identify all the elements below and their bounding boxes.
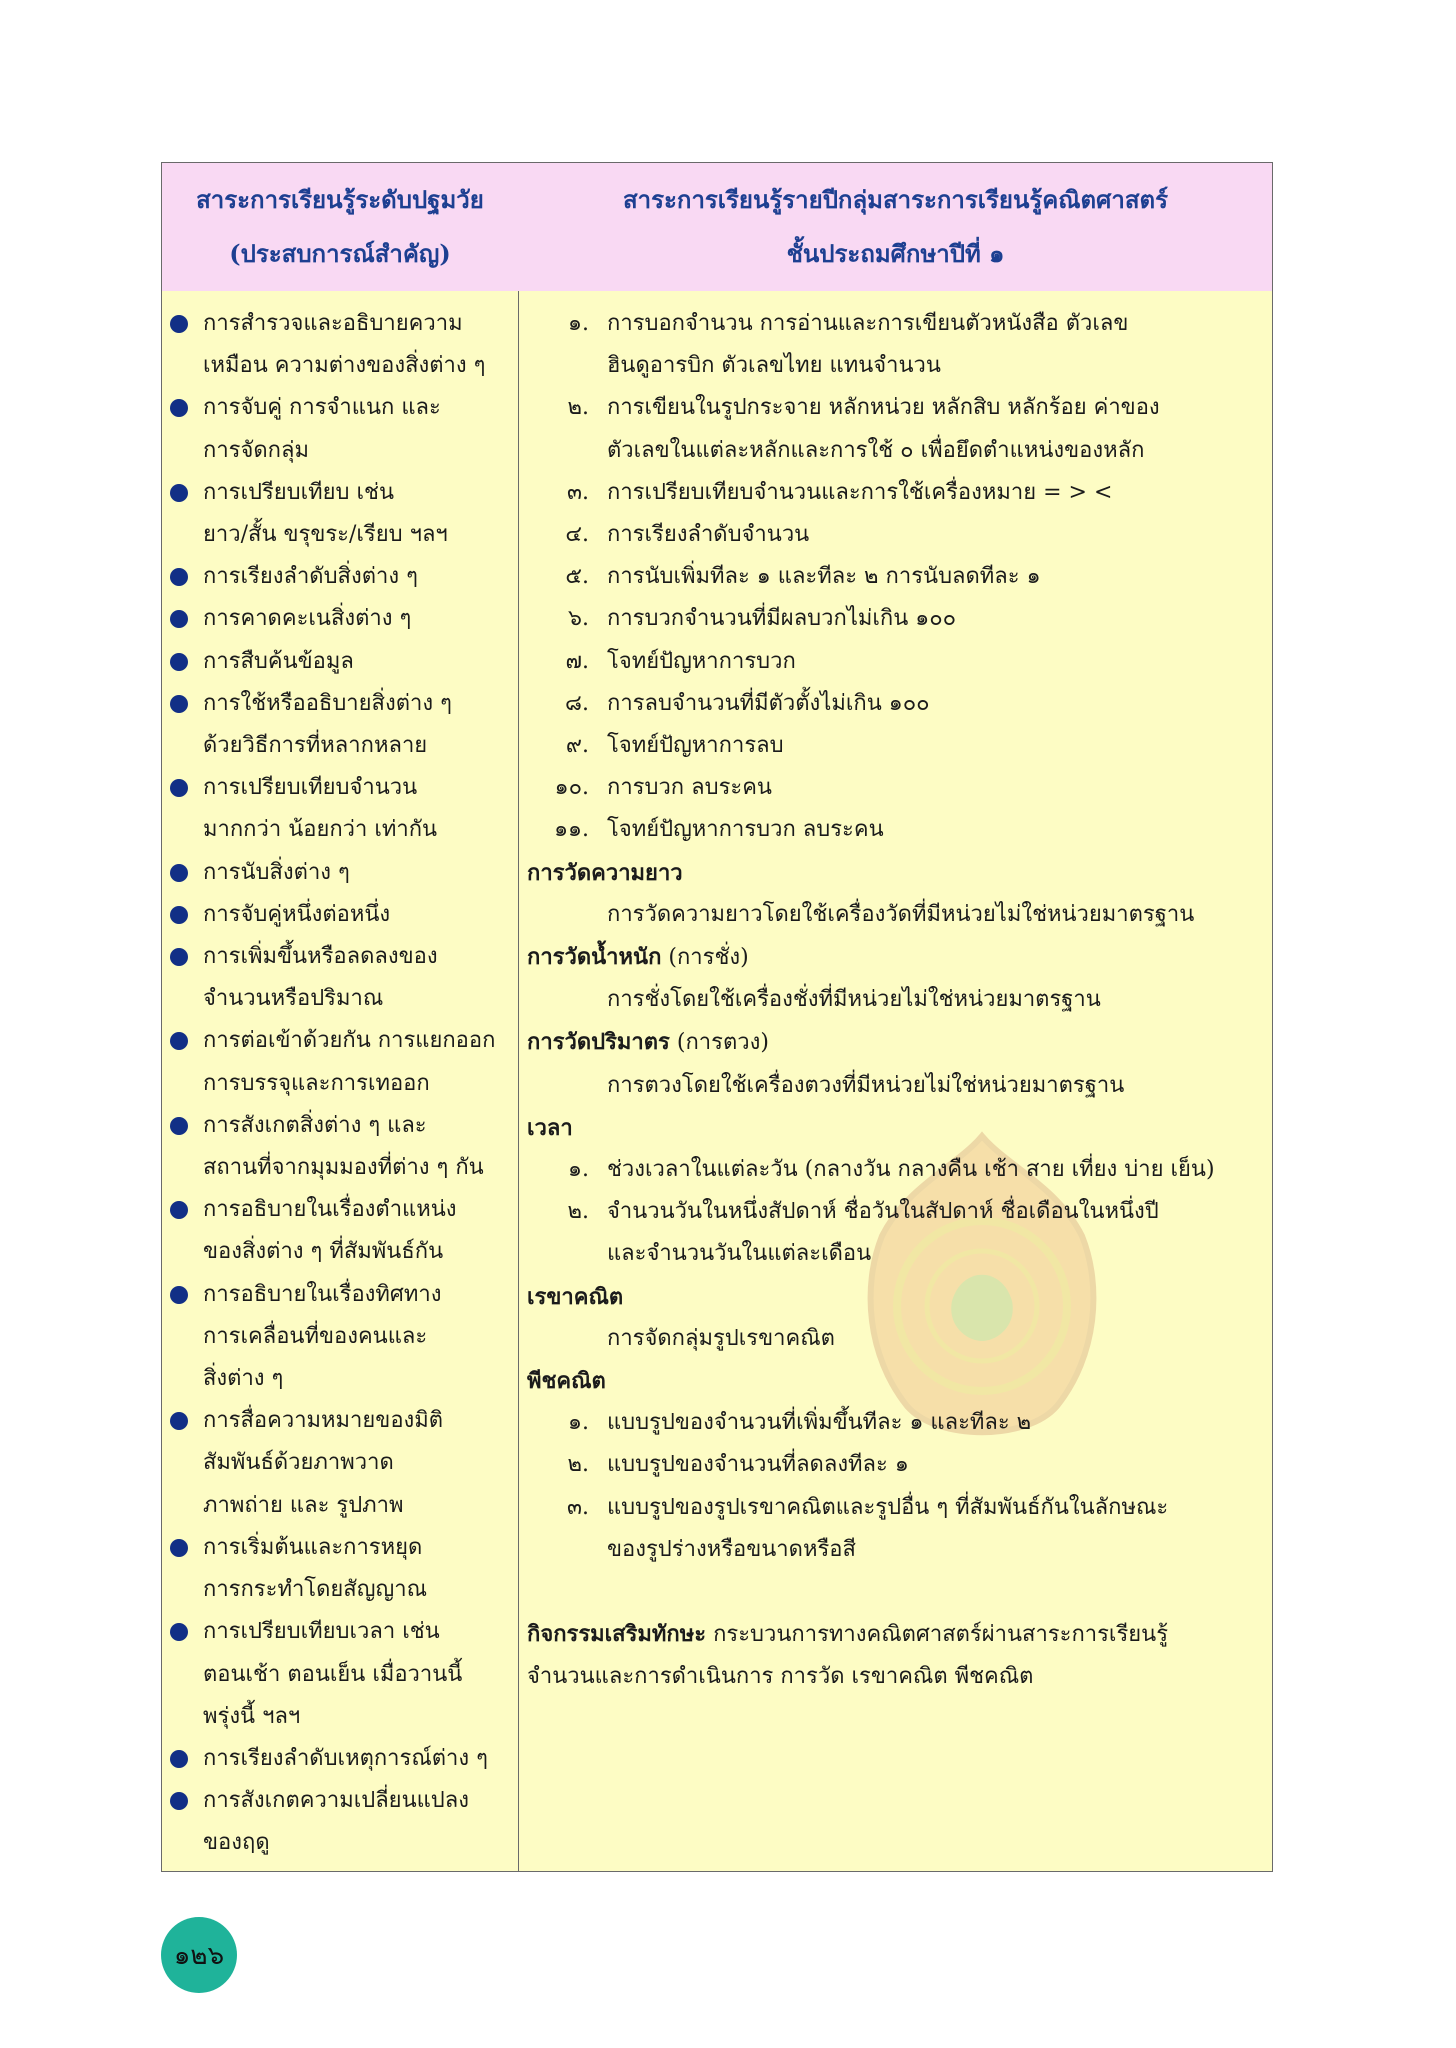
volume-heading-line (527, 1021, 1264, 1064)
list-item (162, 894, 518, 936)
bullet-icon (170, 1201, 188, 1219)
list-item-text: การสืบค้นข้อมูล (203, 648, 354, 674)
list-item (162, 1738, 518, 1780)
list-item (162, 1400, 518, 1527)
list-item-text: การคาดคะเนสิ่งต่าง ๆ (203, 606, 412, 632)
bullet-icon (170, 864, 188, 882)
item-number: ๑๑. (554, 817, 589, 843)
algebra-list (527, 1402, 1264, 1571)
header-right-cell (519, 163, 1272, 291)
item-text: การบวก ลบระคน (607, 775, 772, 801)
header-right-title: สาระการเรียนรู้รายปีกลุ่มสาระการเรียนรู้คณิตศาสตร์ (623, 185, 1168, 214)
header-right-subtitle: ชั้นประถมศึกษาปีที่ ๑ (786, 239, 1005, 268)
bullet-icon (170, 695, 188, 713)
header-left-title: สาระการเรียนรู้ระดับปฐมวัย (196, 185, 484, 214)
list-item-text: เหมือน ความต่างของสิ่งต่าง ๆ (203, 353, 486, 379)
weight-heading: การวัดน้ำหนัก (527, 944, 662, 971)
skills-heading: กิจกรรมเสริมทักษะ (527, 1621, 707, 1648)
list-item-text: การเรียงลำดับสิ่งต่าง ๆ (203, 564, 418, 590)
bullet-icon (170, 610, 188, 628)
item-text: การเขียนในรูปกระจาย หลักหน่วย หลักสิบ หลักร้อย ค่าของ (607, 395, 1160, 421)
time-heading: เวลา (527, 1114, 573, 1141)
item-number: ๑. (568, 1410, 589, 1436)
list-item (162, 767, 518, 851)
item-text: การนับเพิ่มทีละ ๑ และทีละ ๒ การนับลดทีละ ๑ (607, 564, 1041, 590)
list-item-text: การกระทำโดยสัญญาณ (203, 1577, 427, 1603)
numbered-item (527, 387, 1264, 471)
list-item (162, 1020, 518, 1104)
item-number: ๘. (565, 690, 589, 716)
list-item (162, 936, 518, 1020)
list-item (162, 1780, 518, 1864)
list-item-text: สิ่งต่าง ๆ (203, 1366, 284, 1392)
numbers-list (527, 303, 1264, 852)
numbered-item (527, 809, 1264, 851)
list-item-text: การอธิบายในเรื่องตำแหน่ง (203, 1197, 457, 1223)
list-item (162, 852, 518, 894)
geometry-text: การจัดกลุ่มรูปเรขาคณิต (607, 1325, 835, 1351)
bullet-icon (170, 315, 188, 333)
list-item-text: การจัดกลุ่ม (203, 437, 309, 463)
bullet-icon (170, 948, 188, 966)
bullet-icon (170, 568, 188, 586)
item-text: การบวกจำนวนที่มีผลบวกไม่เกิน ๑๐๐ (607, 606, 957, 632)
item-number: ๕. (565, 564, 589, 590)
item-number: ๓. (566, 479, 589, 505)
item-text: โจทย์ปัญหาการบวก ลบระคน (607, 817, 884, 843)
skills-text-2: จำนวนและการดำเนินการ การวัด เรขาคณิต พีชคณิต (527, 1664, 1034, 1690)
list-item-text: การเรียงลำดับเหตุการณ์ต่าง ๆ (203, 1745, 488, 1771)
numbered-item (527, 1444, 1264, 1486)
bullet-icon (170, 653, 188, 671)
table-body (162, 291, 1272, 1871)
item-text: โจทย์ปัญหาการลบ (607, 733, 784, 759)
list-item-text: การนับสิ่งต่าง ๆ (203, 859, 350, 885)
list-item-text: ภาพถ่าย และ รูปภาพ (203, 1492, 404, 1518)
list-item-text: การเริ่มต้นและการหยุด (203, 1534, 423, 1560)
list-item (162, 472, 518, 556)
item-text: การบอกจำนวน การอ่านและการเขียนตัวหนังสือ ตัวเลข (607, 311, 1129, 336)
numbered-item (527, 725, 1264, 767)
numbered-item (527, 472, 1264, 514)
item-text: การลบจำนวนที่มีตัวตั้งไม่เกิน ๑๐๐ (607, 690, 930, 716)
item-text: ของรูปร่างหรือขนาดหรือสี (607, 1536, 856, 1562)
list-item-text: ตอนเช้า ตอนเย็น เมื่อวานนี้ (203, 1661, 463, 1687)
weight-heading-suffix: (การชั่ง) (668, 945, 749, 971)
table-header (162, 163, 1272, 292)
geometry-heading: เรขาคณิต (527, 1283, 624, 1310)
list-item-text: การเพิ่มขึ้นหรือลดลงของ (203, 944, 438, 970)
list-item-text: การบรรจุและการเทออก (203, 1070, 430, 1096)
list-item-text: สัมพันธ์ด้วยภาพวาด (203, 1450, 394, 1476)
weight-text: การชั่งโดยใช้เครื่องชั่งที่มีหน่วยไม่ใช่หน่วยมาตรฐาน (607, 987, 1101, 1013)
list-item-text: มากกว่า น้อยกว่า เท่ากัน (203, 817, 438, 843)
item-text: ตัวเลขในแต่ละหลักและการใช้ ๐ เพื่อยึดตำแหน่งของหลัก (607, 437, 1145, 463)
list-item-text: การเคลื่อนที่ของคนและ (203, 1323, 428, 1349)
numbered-item (527, 1402, 1264, 1444)
item-number: ๑๐. (554, 775, 589, 801)
list-item-text: การเปรียบเทียบเวลา เช่น (203, 1619, 440, 1645)
bullet-icon (170, 1412, 188, 1430)
item-text: ฮินดูอารบิก ตัวเลขไทย แทนจำนวน (607, 353, 941, 379)
item-text: แบบรูปของจำนวนที่เพิ่มขึ้นทีละ ๑ และทีละ ๒ (607, 1410, 1032, 1436)
numbered-item (527, 556, 1264, 598)
list-item-text: สถานที่จากมุมมองที่ต่าง ๆ กัน (203, 1155, 484, 1181)
numbered-item (527, 1487, 1264, 1571)
list-item (162, 1105, 518, 1189)
time-list (527, 1149, 1264, 1276)
list-item (162, 641, 518, 683)
list-item-text: การเปรียบเทียบ เช่น (203, 479, 395, 505)
bullet-icon (170, 1032, 188, 1050)
list-item (162, 1527, 518, 1611)
item-text: และจำนวนวันในแต่ละเดือน (607, 1241, 872, 1267)
bullet-icon (170, 1750, 188, 1768)
item-text: จำนวนวันในหนึ่งสัปดาห์ ชื่อวันในสัปดาห์ ชื่อเดือนในหนึ่งปี (607, 1199, 1159, 1225)
list-item-text: การอธิบายในเรื่องทิศทาง (203, 1281, 442, 1307)
list-item-text: การสังเกตสิ่งต่าง ๆ และ (203, 1112, 427, 1138)
list-item (162, 387, 518, 471)
list-item-text: การจับคู่ การจำแนก และ (203, 395, 441, 421)
algebra-heading: พีชคณิต (527, 1368, 606, 1395)
volume-heading: การวัดปริมาตร (527, 1029, 670, 1056)
numbered-item (527, 303, 1264, 387)
curriculum-table (161, 162, 1273, 1872)
item-number: ๒. (567, 395, 589, 421)
length-text: การวัดความยาวโดยใช้เครื่องวัดที่มีหน่วยไม่ใช่หน่วยมาตรฐาน (607, 901, 1195, 927)
skills-line-1 (527, 1613, 1264, 1656)
item-text: ช่วงเวลาในแต่ละวัน (กลางวัน กลางคืน เช้า สาย เที่ยง บ่าย เย็น) (607, 1157, 1215, 1183)
bullet-icon (170, 1539, 188, 1557)
list-item-text: การจับคู่หนึ่งต่อหนึ่ง (203, 901, 391, 927)
weight-heading-line (527, 936, 1264, 979)
list-item-text: การสำรวจและอธิบายความ (203, 311, 463, 336)
length-heading: การวัดความยาว (527, 859, 683, 886)
header-left-cell (162, 163, 518, 291)
list-item (162, 1611, 518, 1738)
item-number: ๓. (566, 1494, 589, 1520)
volume-text: การตวงโดยใช้เครื่องตวงที่มีหน่วยไม่ใช่หน่วยมาตรฐาน (607, 1072, 1125, 1098)
bullet-icon (170, 1286, 188, 1304)
right-column-content (527, 303, 1264, 1699)
volume-heading-suffix: (การตวง) (676, 1030, 769, 1056)
item-text: โจทย์ปัญหาการบวก (607, 648, 796, 674)
numbered-item (527, 598, 1264, 640)
list-item (162, 1274, 518, 1401)
item-text: การเรียงลำดับจำนวน (607, 522, 810, 548)
column-divider (518, 291, 519, 1871)
numbered-item (527, 1149, 1264, 1191)
item-text: การเปรียบเทียบจำนวนและการใช้เครื่องหมาย = > < (607, 479, 1113, 505)
list-item (162, 303, 518, 387)
list-item-text: การต่อเข้าด้วยกัน การแยกออก (203, 1028, 496, 1054)
item-number: ๖. (568, 606, 589, 632)
numbered-item (527, 1191, 1264, 1275)
list-item-text: การเปรียบเทียบจำนวน (203, 775, 418, 801)
list-item-text: การสื่อความหมายของมิติ (203, 1408, 444, 1434)
item-number: ๑. (568, 1157, 589, 1183)
item-text: แบบรูปของรูปเรขาคณิตและรูปอื่น ๆ ที่สัมพันธ์กันในลักษณะ (607, 1494, 1169, 1520)
bullet-icon (170, 399, 188, 417)
numbered-item (527, 767, 1264, 809)
list-item (162, 1189, 518, 1273)
item-number: ๔. (565, 522, 589, 548)
item-text: แบบรูปของจำนวนที่ลดลงทีละ ๑ (607, 1452, 909, 1478)
item-number: ๒. (567, 1452, 589, 1478)
skills-paragraph (527, 1613, 1264, 1698)
list-item (162, 598, 518, 640)
list-item-text: ยาว/สั้น ขรุขระ/เรียบ ฯลฯ (203, 522, 448, 548)
list-item-text: ด้วยวิธีการที่หลากหลาย (203, 733, 428, 759)
skills-text-1: กระบวนการทางคณิตศาสตร์ผ่านสาระการเรียนรู้ (713, 1622, 1169, 1648)
item-number: ๑. (568, 311, 589, 336)
list-item-text: ของฤดู (203, 1830, 270, 1856)
bullet-icon (170, 1623, 188, 1641)
page-number: ๑๒๖ (173, 1940, 225, 1971)
header-left-subtitle: (ประสบการณ์สำคัญ) (229, 239, 451, 268)
list-item (162, 556, 518, 598)
left-column-experiences (162, 303, 518, 1865)
bullet-icon (170, 906, 188, 924)
list-item-text: พรุ่งนี้ ฯลฯ (203, 1703, 301, 1729)
list-item-text: จำนวนหรือปริมาณ (203, 986, 384, 1012)
bullet-icon (170, 1792, 188, 1810)
numbered-item (527, 683, 1264, 725)
list-item-text: การใช้หรืออธิบายสิ่งต่าง ๆ (203, 690, 452, 716)
list-item (162, 683, 518, 767)
numbered-item (527, 514, 1264, 556)
item-number: ๙. (565, 733, 589, 759)
page-number-badge (161, 1917, 237, 1993)
item-number: ๗. (565, 648, 589, 674)
bullet-icon (170, 484, 188, 502)
list-item-text: การสังเกตความเปลี่ยนแปลง (203, 1788, 469, 1814)
bullet-icon (170, 779, 188, 797)
numbered-item (527, 641, 1264, 683)
item-number: ๒. (567, 1199, 589, 1225)
list-item-text: ของสิ่งต่าง ๆ ที่สัมพันธ์กัน (203, 1239, 444, 1265)
bullet-icon (170, 1117, 188, 1135)
